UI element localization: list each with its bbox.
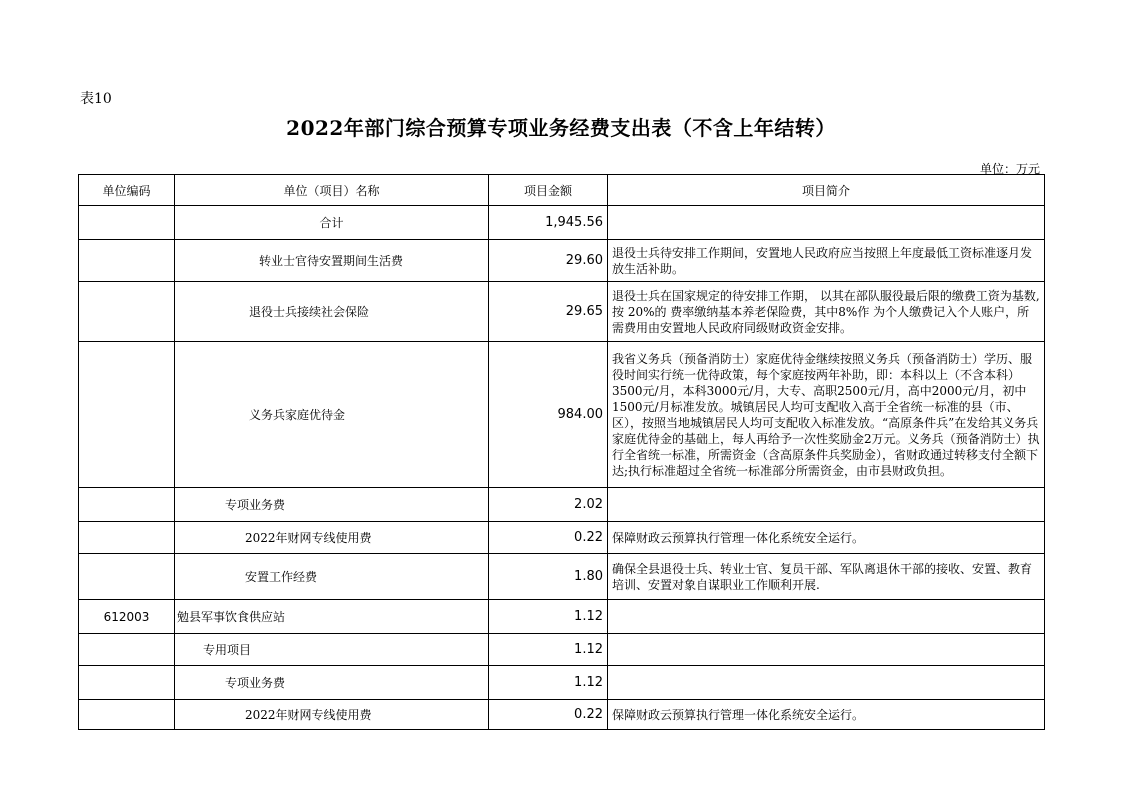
page-title: 2022年部门综合预算专项业务经费支出表（不含上年结转）	[286, 116, 836, 140]
project-name-cell: 专项业务费	[175, 666, 489, 700]
project-name-cell: 专用项目	[175, 634, 489, 666]
amount-cell: 1.12	[489, 634, 608, 666]
description-cell	[608, 488, 1045, 522]
header-unit-code: 单位编码	[79, 175, 175, 206]
header-name: 单位（项目）名称	[175, 175, 489, 206]
project-name-cell: 转业士官待安置期间生活费	[175, 240, 489, 282]
table-row	[79, 342, 1045, 488]
table-row	[79, 206, 1045, 240]
amount-cell: 2.02	[489, 488, 608, 522]
project-name-cell: 勉县军事饮食供应站	[175, 600, 489, 634]
unit-code-cell	[79, 522, 175, 554]
project-name-cell: 退役士兵接续社会保险	[175, 282, 489, 342]
amount-cell: 1.12	[489, 666, 608, 700]
unit-code-cell	[79, 488, 175, 522]
project-name-cell: 专项业务费	[175, 488, 489, 522]
table-row	[79, 488, 1045, 522]
unit-code-cell	[79, 634, 175, 666]
table-row	[79, 666, 1045, 700]
project-name-cell: 2022年财网专线使用费	[175, 700, 489, 730]
description-cell: 退役士兵待安排工作期间，安置地人民政府应当按照上年度最低工资标准逐月发放生活补助。	[608, 240, 1045, 282]
unit-code-cell	[79, 554, 175, 600]
project-name-cell: 2022年财网专线使用费	[175, 522, 489, 554]
amount-cell: 1,945.56	[489, 206, 608, 240]
table-row	[79, 600, 1045, 634]
table-row	[79, 240, 1045, 282]
header-description: 项目简介	[608, 175, 1045, 206]
unit-label: 单位：万元	[979, 162, 1040, 176]
description-cell	[608, 206, 1045, 240]
unit-code-cell	[79, 342, 175, 488]
amount-cell: 0.22	[489, 700, 608, 730]
unit-code-cell	[79, 700, 175, 730]
amount-cell: 1.80	[489, 554, 608, 600]
amount-cell: 0.22	[489, 522, 608, 554]
table-row	[79, 554, 1045, 600]
table-row	[79, 522, 1045, 554]
project-name-cell: 合计	[175, 206, 489, 240]
amount-cell: 29.60	[489, 240, 608, 282]
amount-cell: 29.65	[489, 282, 608, 342]
table-row	[79, 282, 1045, 342]
header-amount: 项目金额	[489, 175, 608, 206]
unit-code-cell	[79, 240, 175, 282]
amount-cell: 984.00	[489, 342, 608, 488]
table-row	[79, 634, 1045, 666]
description-cell	[608, 666, 1045, 700]
description-cell	[608, 634, 1045, 666]
project-name-cell: 义务兵家庭优待金	[175, 342, 489, 488]
description-cell: 我省义务兵（预备消防士）家庭优待金继续按照义务兵（预备消防士）学历、服役时间实行统一优待政策，每个家庭按两年补助，即：本科以上（不含本科）3500元/月，本科3000元/月，大专、高职2500元/月，高中2000元/月，初中1500元/月标准发放。城镇居民人均可支配收入高于全省统一标准的县（市、区），按照当地城镇居民人均可支配收入标准发放。“高原条件兵”在发给其义务兵家庭优待金的基础上，每人再给予一次性奖励金2万元。义务兵（预备消防士）执行全省统一标准，所需资金（含高原条件兵奖励金），省财政通过转移支付全额下达;执行标准超过全省统一标准部分所需资金，由市县财政负担。	[608, 342, 1045, 488]
amount-cell: 1.12	[489, 600, 608, 634]
budget-table	[78, 174, 1045, 730]
table-number: 表10	[80, 91, 112, 107]
table-header-row	[79, 175, 1045, 206]
description-cell: 保障财政云预算执行管理一体化系统安全运行。	[608, 700, 1045, 730]
description-cell	[608, 600, 1045, 634]
description-cell: 确保全县退役士兵、转业士官、复员干部、军队离退休干部的接收、安置、教育培训、安置对象自谋职业工作顺利开展.	[608, 554, 1045, 600]
unit-code-cell	[79, 206, 175, 240]
description-cell: 保障财政云预算执行管理一体化系统安全运行。	[608, 522, 1045, 554]
unit-code-cell: 612003	[79, 600, 175, 634]
unit-code-cell	[79, 282, 175, 342]
table-row	[79, 700, 1045, 730]
unit-code-cell	[79, 666, 175, 700]
project-name-cell: 安置工作经费	[175, 554, 489, 600]
description-cell: 退役士兵在国家规定的待安排工作期， 以其在部队服役最后限的缴费工资为基数,按 20%的 费率缴纳基本养老保险费，其中8%作 为个人缴费记入个人账户，所需费用由安置地人民政府同级财政资金安排。	[608, 282, 1045, 342]
